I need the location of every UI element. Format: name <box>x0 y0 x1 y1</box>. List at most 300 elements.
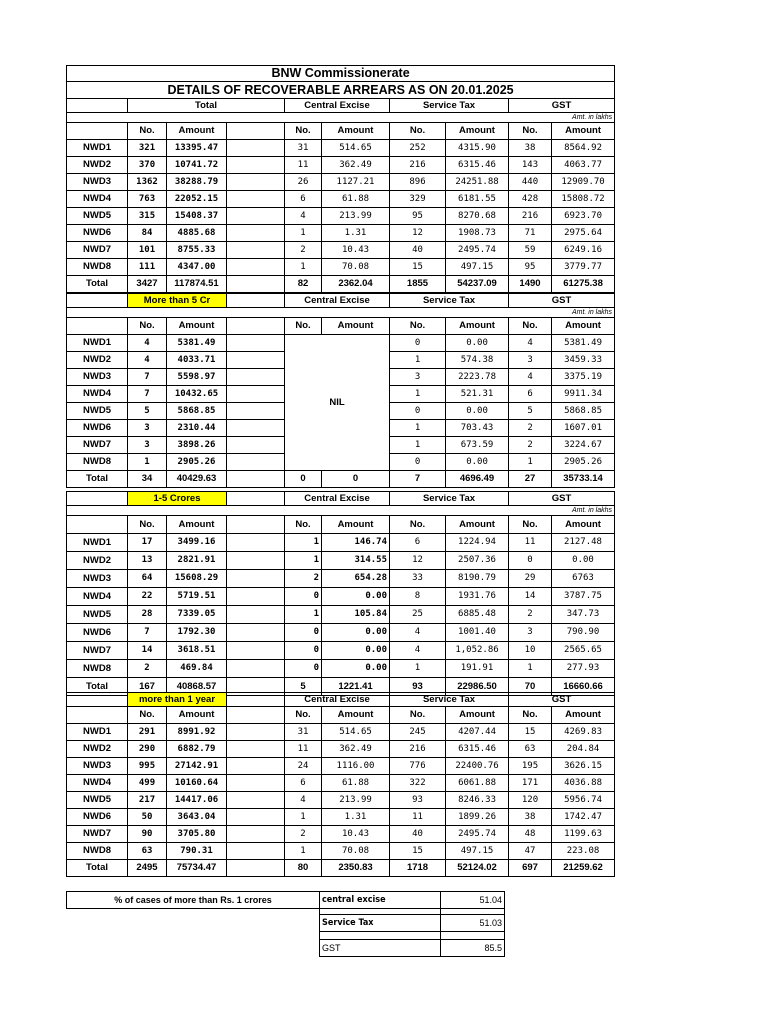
st-amount: 6315.46 <box>446 741 509 758</box>
ce-amount: 362.49 <box>322 741 390 758</box>
st-no: 12 <box>390 552 446 570</box>
section-heading: 1-5 Crores <box>128 492 227 506</box>
section-heading: More than 5 Cr <box>128 294 227 308</box>
gst-amount: 790.90 <box>552 624 615 642</box>
total-no: 84 <box>128 225 167 242</box>
division-name: NWD8 <box>67 259 128 276</box>
ce-amount: 10.43 <box>322 826 390 843</box>
total-no: 291 <box>128 724 167 741</box>
ce-amount: 70.08 <box>322 843 390 860</box>
gst-amount: 6249.16 <box>552 242 615 259</box>
total-no: 1362 <box>128 174 167 191</box>
st-amount: 8190.79 <box>446 570 509 588</box>
blank-cell <box>67 123 128 140</box>
gst-amount: 4063.77 <box>552 157 615 174</box>
gst-no: 47 <box>509 843 552 860</box>
gst-no: 63 <box>509 741 552 758</box>
table-row <box>67 552 615 570</box>
blank-cell <box>227 454 285 471</box>
gst-amount: 8564.92 <box>552 140 615 157</box>
gst-amount: 347.73 <box>552 606 615 624</box>
col-amount: Amount <box>446 318 509 335</box>
st-no: 93 <box>390 678 446 696</box>
st-no: 245 <box>390 724 446 741</box>
total-amount: 4347.00 <box>167 259 227 276</box>
col-amount: Amount <box>322 318 390 335</box>
gst-amount: 15808.72 <box>552 191 615 208</box>
gst-no: 440 <box>509 174 552 191</box>
col-amount: Amount <box>552 123 615 140</box>
total-label: Total <box>67 678 128 696</box>
total-no: 101 <box>128 242 167 259</box>
ce-amount: 70.08 <box>322 259 390 276</box>
blank-cell <box>227 420 285 437</box>
gst-no: 3 <box>509 352 552 369</box>
gst-amount: 3224.67 <box>552 437 615 454</box>
st-amount: 22400.76 <box>446 758 509 775</box>
ce-no: 5 <box>285 678 322 696</box>
service-tax-header: Service Tax <box>390 492 509 506</box>
col-no: No. <box>128 123 167 140</box>
ce-amount: 2362.04 <box>322 276 390 293</box>
st-amount: 1,052.86 <box>446 642 509 660</box>
percent-name-service-tax: Service Tax <box>320 915 441 932</box>
division-name: NWD7 <box>67 642 128 660</box>
total-amount: 10160.64 <box>167 775 227 792</box>
column-header-row <box>67 318 615 335</box>
table-row <box>67 335 615 352</box>
ce-no: 1 <box>285 259 322 276</box>
gst-no: 195 <box>509 758 552 775</box>
division-name: NWD6 <box>67 624 128 642</box>
gst-no: 48 <box>509 826 552 843</box>
total-label: Total <box>67 471 128 488</box>
central-excise-header: Central Excise <box>285 99 390 113</box>
gst-no: 29 <box>509 570 552 588</box>
total-no: 28 <box>128 606 167 624</box>
st-no: 1 <box>390 386 446 403</box>
col-amount: Amount <box>322 516 390 534</box>
total-amount: 3705.80 <box>167 826 227 843</box>
col-no: No. <box>509 516 552 534</box>
blank-cell <box>227 606 285 624</box>
blank-cell <box>227 741 285 758</box>
col-amount: Amount <box>446 707 509 724</box>
st-no: 329 <box>390 191 446 208</box>
ce-amount: 213.99 <box>322 208 390 225</box>
total-amount: 3643.04 <box>167 809 227 826</box>
total-no: 1 <box>128 454 167 471</box>
st-amount: 22986.50 <box>446 678 509 696</box>
gst-no: 38 <box>509 140 552 157</box>
table-row <box>67 758 615 775</box>
st-no: 7 <box>390 471 446 488</box>
st-no: 1855 <box>390 276 446 293</box>
division-name: NWD7 <box>67 826 128 843</box>
st-no: 33 <box>390 570 446 588</box>
gst-no: 2 <box>509 420 552 437</box>
ce-no: 6 <box>285 775 322 792</box>
total-amount: 4033.71 <box>167 352 227 369</box>
total-no: 7 <box>128 369 167 386</box>
total-amount: 2310.44 <box>167 420 227 437</box>
col-amount: Amount <box>167 318 227 335</box>
ce-amount: 514.65 <box>322 140 390 157</box>
gst-amount: 3375.19 <box>552 369 615 386</box>
arrears-more-than-1-year-table <box>66 692 615 877</box>
gst-amount: 5381.49 <box>552 335 615 352</box>
gst-no: 70 <box>509 678 552 696</box>
st-no: 896 <box>390 174 446 191</box>
st-amount: 673.59 <box>446 437 509 454</box>
blank-cell <box>67 516 128 534</box>
table-row <box>67 208 615 225</box>
ce-no: 24 <box>285 758 322 775</box>
st-no: 0 <box>390 335 446 352</box>
gst-amount: 2565.65 <box>552 642 615 660</box>
ce-no: 0 <box>285 588 322 606</box>
service-tax-header: Service Tax <box>390 294 509 308</box>
ce-no: 11 <box>285 741 322 758</box>
st-no: 93 <box>390 792 446 809</box>
st-amount: 54237.09 <box>446 276 509 293</box>
ce-no: 0 <box>285 624 322 642</box>
gst-amount: 1742.47 <box>552 809 615 826</box>
st-amount: 24251.88 <box>446 174 509 191</box>
gst-no: 1490 <box>509 276 552 293</box>
ce-amount: 1.31 <box>322 809 390 826</box>
table-row <box>67 140 615 157</box>
col-amount: Amount <box>167 516 227 534</box>
blank-cell <box>227 792 285 809</box>
ce-amount: 1116.00 <box>322 758 390 775</box>
st-amount: 703.43 <box>446 420 509 437</box>
division-name: NWD4 <box>67 588 128 606</box>
gst-amount: 21259.62 <box>552 860 615 877</box>
division-name: NWD3 <box>67 758 128 775</box>
gst-amount: 277.93 <box>552 660 615 678</box>
ce-no: 0 <box>285 660 322 678</box>
ce-amount: 2350.83 <box>322 860 390 877</box>
table-row <box>67 724 615 741</box>
st-amount: 497.15 <box>446 843 509 860</box>
blank-cell <box>227 335 285 352</box>
st-amount: 0.00 <box>446 403 509 420</box>
st-no: 8 <box>390 588 446 606</box>
ce-no: 82 <box>285 276 322 293</box>
blank-cell <box>227 123 285 140</box>
total-amount: 15608.29 <box>167 570 227 588</box>
ce-no: 2 <box>285 570 322 588</box>
table-row <box>67 191 615 208</box>
ce-no: 1 <box>285 843 322 860</box>
gst-no: 11 <box>509 534 552 552</box>
st-no: 25 <box>390 606 446 624</box>
col-no: No. <box>128 318 167 335</box>
blank-cell <box>227 191 285 208</box>
central-excise-header: Central Excise <box>285 492 390 506</box>
blank-cell <box>227 471 285 488</box>
table-row <box>67 534 615 552</box>
gst-no: 4 <box>509 369 552 386</box>
blank-cell <box>227 552 285 570</box>
table-row <box>67 660 615 678</box>
division-name: NWD4 <box>67 775 128 792</box>
gst-amount: 35733.14 <box>552 471 615 488</box>
st-amount: 52124.02 <box>446 860 509 877</box>
gst-amount: 5956.74 <box>552 792 615 809</box>
st-amount: 1899.26 <box>446 809 509 826</box>
col-no: No. <box>390 707 446 724</box>
division-name: NWD1 <box>67 724 128 741</box>
st-no: 1718 <box>390 860 446 877</box>
total-no: 217 <box>128 792 167 809</box>
blank-cell <box>227 775 285 792</box>
blank-cell <box>227 570 285 588</box>
table-row <box>67 642 615 660</box>
st-amount: 8246.33 <box>446 792 509 809</box>
st-no: 11 <box>390 809 446 826</box>
gst-no: 4 <box>509 335 552 352</box>
gst-no: 10 <box>509 642 552 660</box>
division-name: NWD1 <box>67 140 128 157</box>
total-amount: 40429.63 <box>167 471 227 488</box>
total-amount: 8991.92 <box>167 724 227 741</box>
table-row <box>67 588 615 606</box>
st-amount: 574.38 <box>446 352 509 369</box>
gst-amount: 223.08 <box>552 843 615 860</box>
table-row <box>67 225 615 242</box>
st-amount: 0.00 <box>446 335 509 352</box>
total-amount: 5598.97 <box>167 369 227 386</box>
total-no: 3427 <box>128 276 167 293</box>
total-no: 370 <box>128 157 167 174</box>
col-amount: Amount <box>446 123 509 140</box>
table-row <box>67 242 615 259</box>
ce-no: 0 <box>285 471 322 488</box>
ce-amount: 0.00 <box>322 624 390 642</box>
table-row <box>67 843 615 860</box>
division-name: NWD7 <box>67 437 128 454</box>
gst-no: 1 <box>509 660 552 678</box>
percent-value-gst: 85.5 <box>441 940 505 957</box>
gst-no: 6 <box>509 386 552 403</box>
gst-no: 697 <box>509 860 552 877</box>
blank-cell <box>227 259 285 276</box>
st-no: 4 <box>390 624 446 642</box>
st-amount: 1908.73 <box>446 225 509 242</box>
col-no: No. <box>285 318 322 335</box>
col-amount: Amount <box>167 123 227 140</box>
total-no: 5 <box>128 403 167 420</box>
table-row <box>67 809 615 826</box>
st-no: 1 <box>390 352 446 369</box>
blank-cell <box>227 208 285 225</box>
total-no: 34 <box>128 471 167 488</box>
total-no: 7 <box>128 386 167 403</box>
total-amount: 10432.65 <box>167 386 227 403</box>
division-name: NWD7 <box>67 242 128 259</box>
total-no: 2495 <box>128 860 167 877</box>
gst-no: 0 <box>509 552 552 570</box>
st-no: 0 <box>390 454 446 471</box>
total-amount: 40868.57 <box>167 678 227 696</box>
table-row <box>67 174 615 191</box>
ce-no: 1 <box>285 534 322 552</box>
blank-cell <box>227 242 285 259</box>
table-row <box>67 259 615 276</box>
gst-header: GST <box>509 99 615 113</box>
table-row <box>67 606 615 624</box>
col-amount: Amount <box>322 123 390 140</box>
total-row <box>67 860 615 877</box>
blank-cell <box>227 843 285 860</box>
blank-cell <box>227 534 285 552</box>
percent-name-gst: GST <box>320 940 441 957</box>
blank-cell <box>227 588 285 606</box>
section-heading: Total <box>128 99 285 113</box>
ce-no: 0 <box>285 642 322 660</box>
gst-amount: 3779.77 <box>552 259 615 276</box>
col-amount: Amount <box>552 318 615 335</box>
service-tax-header: Service Tax <box>390 693 509 707</box>
col-no: No. <box>390 516 446 534</box>
st-no: 322 <box>390 775 446 792</box>
division-name: NWD5 <box>67 208 128 225</box>
col-amount: Amount <box>322 707 390 724</box>
gst-no: 14 <box>509 588 552 606</box>
st-no: 6 <box>390 534 446 552</box>
table-row <box>67 826 615 843</box>
ce-amount: 0.00 <box>322 588 390 606</box>
division-name: NWD5 <box>67 792 128 809</box>
column-header-row <box>67 123 615 140</box>
ce-amount: 61.88 <box>322 191 390 208</box>
section-heading: more than 1 year <box>128 693 227 707</box>
total-no: 4 <box>128 335 167 352</box>
gst-no: 27 <box>509 471 552 488</box>
gst-no: 1 <box>509 454 552 471</box>
total-amount: 6882.79 <box>167 741 227 758</box>
total-no: 50 <box>128 809 167 826</box>
ce-amount: 1.31 <box>322 225 390 242</box>
total-no: 111 <box>128 259 167 276</box>
gst-no: 5 <box>509 403 552 420</box>
col-no: No. <box>285 707 322 724</box>
total-amount: 10741.72 <box>167 157 227 174</box>
blank-cell <box>227 826 285 843</box>
total-amount: 38288.79 <box>167 174 227 191</box>
st-no: 4 <box>390 642 446 660</box>
st-no: 40 <box>390 242 446 259</box>
gst-amount: 1607.01 <box>552 420 615 437</box>
ce-amount: 10.43 <box>322 242 390 259</box>
blank-cell <box>227 758 285 775</box>
st-no: 252 <box>390 140 446 157</box>
st-amount: 191.91 <box>446 660 509 678</box>
ce-amount: 0 <box>322 471 390 488</box>
arrears-total-table <box>66 65 615 293</box>
total-no: 7 <box>128 624 167 642</box>
total-no: 763 <box>128 191 167 208</box>
total-row <box>67 471 615 488</box>
st-amount: 1224.94 <box>446 534 509 552</box>
gst-no: 3 <box>509 624 552 642</box>
division-name: NWD5 <box>67 403 128 420</box>
division-name: NWD8 <box>67 660 128 678</box>
blank-cell <box>227 276 285 293</box>
division-name: NWD3 <box>67 369 128 386</box>
col-no: No. <box>509 318 552 335</box>
gst-no: 216 <box>509 208 552 225</box>
blank-cell <box>227 352 285 369</box>
report-subtitle: DETAILS OF RECOVERABLE ARREARS AS ON 20.01.2025 <box>67 82 615 99</box>
st-no: 15 <box>390 259 446 276</box>
central-excise-header: Central Excise <box>285 693 390 707</box>
blank-cell <box>227 174 285 191</box>
division-name: NWD4 <box>67 386 128 403</box>
col-no: No. <box>128 707 167 724</box>
gst-no: 2 <box>509 437 552 454</box>
division-name: NWD1 <box>67 534 128 552</box>
st-amount: 1001.40 <box>446 624 509 642</box>
total-amount: 7339.05 <box>167 606 227 624</box>
gst-amount: 2905.26 <box>552 454 615 471</box>
division-name: NWD8 <box>67 454 128 471</box>
ce-amount: 514.65 <box>322 724 390 741</box>
st-amount: 8270.68 <box>446 208 509 225</box>
st-amount: 0.00 <box>446 454 509 471</box>
ce-amount: 314.55 <box>322 552 390 570</box>
st-no: 216 <box>390 741 446 758</box>
col-no: No. <box>509 123 552 140</box>
gst-header: GST <box>509 693 615 707</box>
blank-cell <box>227 140 285 157</box>
gst-no: 95 <box>509 259 552 276</box>
total-label: Total <box>67 276 128 293</box>
st-amount: 6885.48 <box>446 606 509 624</box>
table-row <box>67 570 615 588</box>
blank-cell <box>227 724 285 741</box>
division-name: NWD5 <box>67 606 128 624</box>
unit-note: Amt. in lakhs <box>67 506 615 516</box>
st-no: 3 <box>390 369 446 386</box>
ce-no: 1 <box>285 552 322 570</box>
total-amount: 5868.85 <box>167 403 227 420</box>
gst-no: 143 <box>509 157 552 174</box>
col-no: No. <box>390 123 446 140</box>
total-amount: 2905.26 <box>167 454 227 471</box>
gst-amount: 3626.15 <box>552 758 615 775</box>
gst-no: 15 <box>509 724 552 741</box>
gst-header: GST <box>509 294 615 308</box>
blank-cell <box>227 516 285 534</box>
st-amount: 6181.55 <box>446 191 509 208</box>
col-no: No. <box>128 516 167 534</box>
total-amount: 469.84 <box>167 660 227 678</box>
gst-amount: 4036.88 <box>552 775 615 792</box>
ce-amount: 105.84 <box>322 606 390 624</box>
gst-amount: 61275.38 <box>552 276 615 293</box>
st-amount: 4315.90 <box>446 140 509 157</box>
ce-no: 1 <box>285 225 322 242</box>
percent-value-central-excise: 51.04 <box>441 892 505 909</box>
blank-cell <box>227 437 285 454</box>
ce-no: 26 <box>285 174 322 191</box>
division-name: NWD2 <box>67 552 128 570</box>
total-no: 22 <box>128 588 167 606</box>
ce-no: 2 <box>285 242 322 259</box>
